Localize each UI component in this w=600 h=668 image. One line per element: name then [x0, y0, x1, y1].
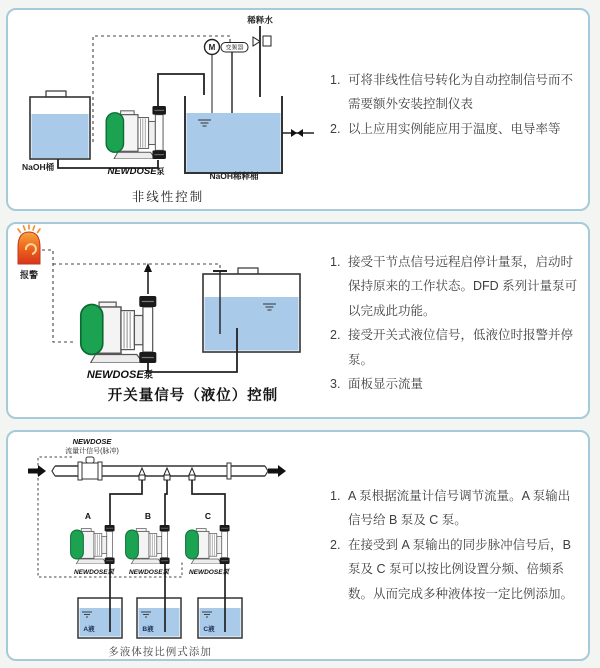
pump-a-letter: A — [84, 511, 92, 521]
panel-level-control — [6, 222, 590, 419]
tank-b — [137, 598, 181, 638]
pump-icon — [81, 296, 157, 363]
svg-text:变频器: 变频器 — [225, 45, 244, 52]
panel-proportional-dosing — [6, 430, 590, 661]
note-item: 1. 接受干节点信号远程启停计量泵，启动时保持原来的工作状态。DFD 系列计量泵可以完成此功能。 — [330, 255, 578, 318]
signal-label-brand: NEWDOSE — [72, 437, 112, 446]
note-item: 3. 面板显示流量 — [330, 376, 424, 391]
note-item: 2. 接受开关式液位信号，低液位时报警并停泵。 — [330, 328, 574, 367]
panel1-notes — [330, 68, 582, 141]
vfd-tag — [221, 43, 248, 53]
pump-b-label: NEWDOSE泵 — [128, 569, 170, 576]
pipe-flange — [227, 463, 231, 479]
tank-a — [78, 598, 122, 638]
panel3-title: 多液体按比例式添加 — [108, 647, 212, 658]
dilution-tank — [185, 96, 282, 173]
panel1-title: 非线性控制 — [131, 190, 205, 204]
pump-b-icon — [126, 525, 170, 564]
discharge-pipe-a — [110, 480, 142, 525]
naoh-tank-label: NaOH桶 — [22, 162, 55, 172]
diagram-proportional — [8, 432, 330, 668]
pump-label: NEWDOSE泵 — [86, 369, 154, 381]
injection-quill-icon — [189, 468, 195, 480]
pump-label: NEWDOSE泵 — [107, 166, 165, 177]
alarm-beacon-icon — [18, 225, 40, 264]
discharge-pipe-b — [165, 480, 167, 525]
diagram-level — [8, 224, 330, 422]
diagram-nonlinear — [8, 10, 330, 214]
flow-in-arrow-icon — [28, 465, 46, 477]
dilution-water-label: 稀释水 — [247, 15, 273, 25]
outlet-valve-icon — [291, 129, 303, 137]
discharge-arrow-icon — [144, 263, 152, 294]
naoh-tank — [30, 91, 90, 159]
flow-meter-icon — [78, 457, 102, 480]
svg-text:M: M — [208, 43, 216, 52]
tank-c — [198, 598, 242, 638]
pump-a-icon — [71, 525, 115, 564]
note-item: 1. A 泵根据流量计信号调节流量。A 泵输出信号给 B 泵及 C 泵。 — [330, 489, 571, 528]
alarm-signal-line — [42, 250, 75, 342]
note-item: 2. 在接受到 A 泵输出的同步脉冲信号后，B 泵及 C 泵可以按比例设置分频、倍频系数。从而完成多种液体按一定比例添加。 — [330, 537, 574, 601]
pump-icon — [106, 106, 166, 159]
tank-c-label: C液 — [203, 626, 215, 633]
inlet-valve-icon — [253, 36, 271, 46]
injection-quill-icon — [139, 468, 145, 480]
dilution-tank-label: NaOH稀释桶 — [209, 171, 259, 181]
pump-b-letter: B — [144, 511, 152, 521]
injection-quill-icon — [164, 468, 170, 480]
motor-icon — [205, 40, 220, 55]
signal-label-type: 流量计信号(脉冲) — [65, 448, 119, 455]
discharge-pipe — [158, 74, 204, 106]
level-signal-line — [53, 264, 220, 270]
chemical-tank — [203, 268, 300, 352]
panel3-notes — [330, 484, 582, 606]
pump-c-icon — [186, 525, 230, 564]
pump-c-label: NEWDOSE泵 — [188, 569, 230, 576]
pump-c-letter: C — [204, 511, 212, 521]
panel-nonlinear-control — [6, 8, 590, 211]
panel2-title: 开关量信号（液位）控制 — [107, 388, 279, 404]
alarm-label: 报警 — [19, 270, 39, 280]
tank-b-label: B液 — [142, 626, 154, 633]
pump-a-label: NEWDOSE泵 — [73, 569, 115, 576]
flow-out-arrow-icon — [268, 465, 286, 477]
panel2-notes — [330, 250, 582, 396]
tank-a-label: A液 — [83, 626, 95, 633]
note-item: 1. 可将非线性信号转化为自动控制信号而不需要额外安装控制仪表 — [330, 73, 574, 112]
note-item: 2. 以上应用实例能应用于温度、电导率等 — [330, 121, 561, 136]
